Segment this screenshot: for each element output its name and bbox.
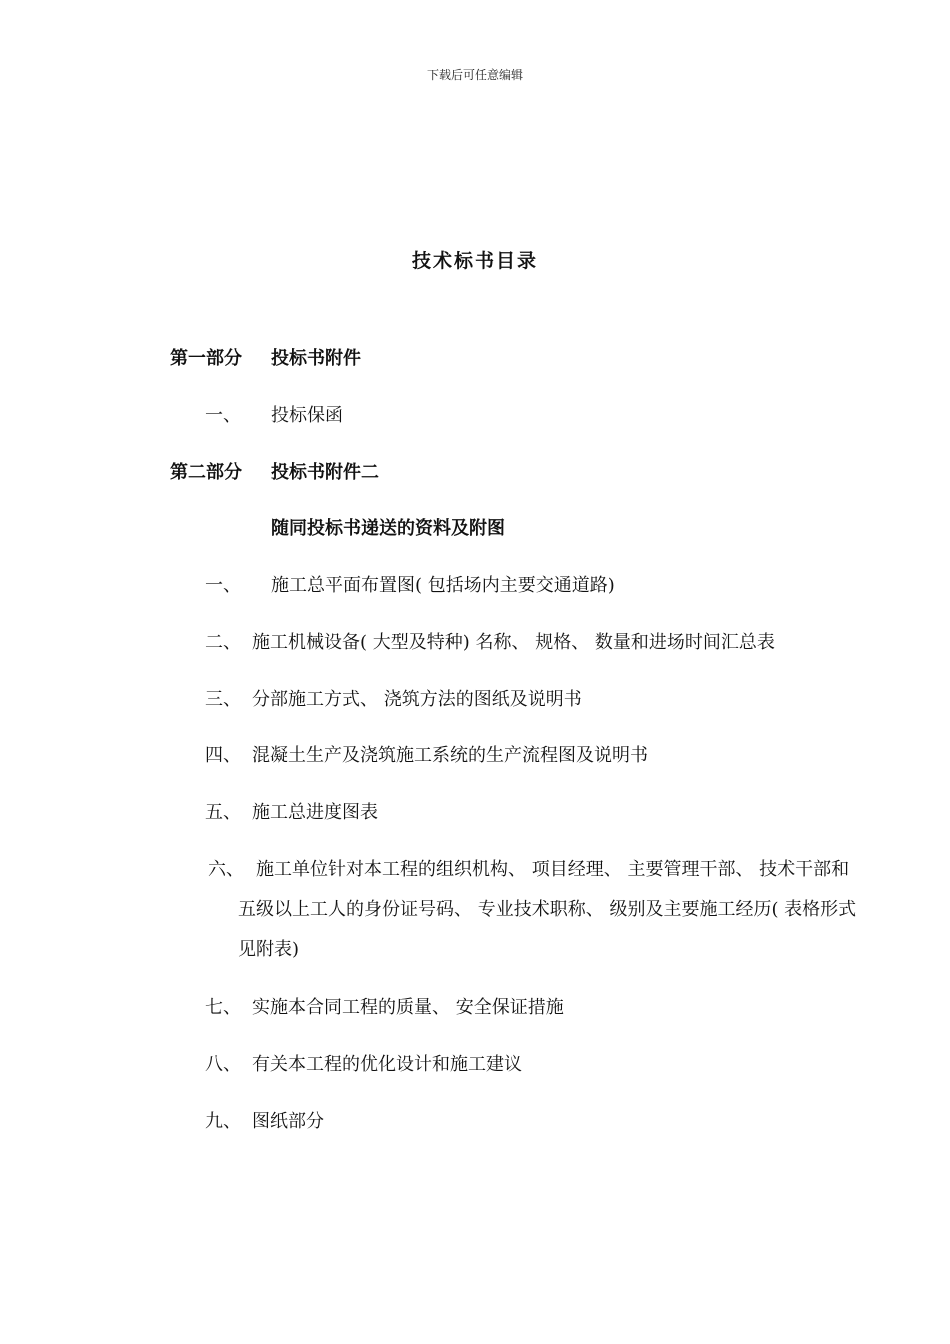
item-number: 七、 [205, 997, 241, 1018]
item-number: 二、 [205, 632, 241, 653]
header-note: 下载后可任意编辑 [426, 68, 523, 82]
item-number: 八、 [205, 1054, 241, 1075]
item-text: 施工机械设备( 大型及特种) 名称、 规格、 数量和进场时间汇总表 [252, 632, 775, 653]
item-text: 分部施工方式、 浇筑方法的图纸及说明书 [252, 689, 582, 710]
part2-label: 第二部分 [170, 462, 242, 483]
item-text: 投标保函 [271, 405, 343, 426]
item-number: 四、 [205, 745, 241, 766]
item-number: 一、 [205, 405, 241, 426]
item-number: 五、 [205, 802, 241, 823]
item-number: 六、 [208, 859, 244, 880]
part2-subtitle: 随同投标书递送的资料及附图 [271, 518, 505, 539]
item-text: 实施本合同工程的质量、 安全保证措施 [252, 997, 564, 1018]
item-text: 施工总平面布置图( 包括场内主要交通道路) [271, 575, 615, 596]
item-text: 有关本工程的优化设计和施工建议 [252, 1054, 522, 1075]
part1-label: 第一部分 [170, 348, 242, 369]
item-text: 图纸部分 [252, 1111, 324, 1132]
item-number: 九、 [205, 1111, 241, 1132]
item-text: 施工单位针对本工程的组织机构、 项目经理、 主要管理干部、 技术干部和五级以上工人的身份证号码、 专业技术职称、 级别及主要施工经历( 表格形式见附表) [238, 859, 857, 960]
part1-name: 投标书附件 [271, 348, 361, 369]
part2-name: 投标书附件二 [271, 462, 379, 483]
document-title: 技术标书目录 [411, 250, 538, 272]
item-text: 施工总进度图表 [252, 802, 378, 823]
item-number: 三、 [205, 689, 241, 710]
item-number: 一、 [205, 575, 241, 596]
item-text: 混凝土生产及浇筑施工系统的生产流程图及说明书 [252, 745, 648, 766]
